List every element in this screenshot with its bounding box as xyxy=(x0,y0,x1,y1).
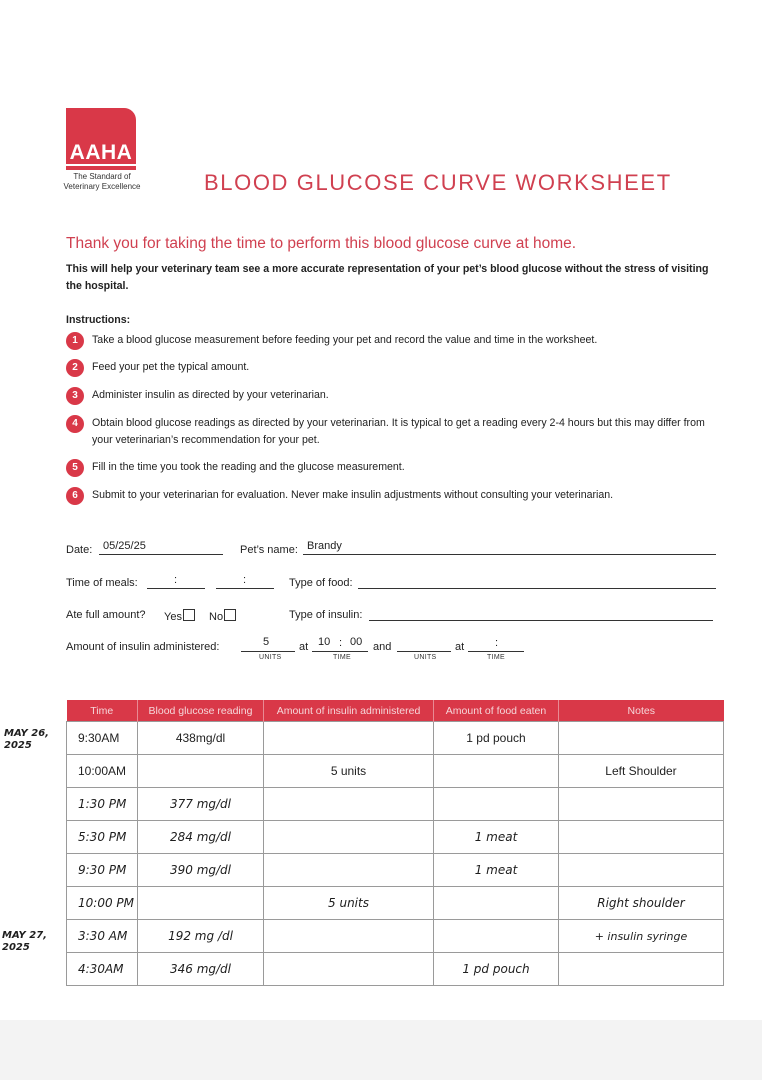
step-text: Administer insulin as directed by your veterinarian. xyxy=(92,389,329,401)
glucose-log-table xyxy=(66,700,724,986)
time-cell[interactable]: 4:30AM xyxy=(67,953,138,986)
insulin-time-2-field[interactable] xyxy=(468,637,524,652)
meal-time-2-field[interactable] xyxy=(216,574,274,589)
intro-text: This will help your veterinary team see a more accurate representation of your pet’s blood glucose without the stress of visiting the hospital. xyxy=(66,263,709,292)
no-checkbox-group[interactable] xyxy=(209,609,236,623)
column-header-food: Amount of food eaten xyxy=(434,700,559,722)
units-caption: UNITS xyxy=(414,654,437,661)
step-number-badge: 6 xyxy=(66,487,84,505)
step-text: Feed your pet the typical amount. xyxy=(92,361,250,373)
food-cell[interactable] xyxy=(434,920,559,953)
time-caption: TIME xyxy=(333,654,351,661)
step-text: Fill in the time you took the reading and the glucose measurement. xyxy=(92,461,405,473)
notes-cell[interactable] xyxy=(559,722,724,755)
insulin-cell[interactable]: 5 units xyxy=(264,887,434,920)
insulin-time-1-field[interactable] xyxy=(312,637,368,652)
insulin-cell[interactable] xyxy=(264,821,434,854)
insulin-time-1-minute: 00 xyxy=(350,636,363,648)
insulin-cell[interactable] xyxy=(264,854,434,887)
notes-cell[interactable]: Left Shoulder xyxy=(559,755,724,788)
scan-background xyxy=(0,1020,762,1080)
at-label: at xyxy=(455,641,465,653)
column-header-glucose: Blood glucose reading xyxy=(138,700,264,722)
glucose-cell[interactable] xyxy=(138,755,264,788)
table-header-row xyxy=(67,700,724,722)
glucose-cell[interactable]: 284 mg/dl xyxy=(138,821,264,854)
table-row xyxy=(67,854,724,887)
notes-cell[interactable]: Right shoulder xyxy=(559,887,724,920)
table-row xyxy=(67,821,724,854)
glucose-cell[interactable]: 377 mg/dl xyxy=(138,788,264,821)
column-header-notes: Notes xyxy=(559,700,724,722)
time-caption: TIME xyxy=(487,654,505,661)
ate-full-label: Ate full amount? xyxy=(66,609,146,621)
column-header-insulin: Amount of insulin administered xyxy=(264,700,434,722)
glucose-cell[interactable]: 192 mg /dl xyxy=(138,920,264,953)
time-cell[interactable]: 10:00AM xyxy=(67,755,138,788)
food-cell[interactable]: 1 meat xyxy=(434,854,559,887)
pet-name-field[interactable] xyxy=(303,540,716,555)
insulin-time-1-separator: : xyxy=(339,637,343,649)
insulin-time-1-hour: 10 xyxy=(318,636,331,648)
instructions-heading: Instructions: xyxy=(66,314,131,326)
time-cell[interactable]: 3:30 AM xyxy=(67,920,138,953)
step-number-badge: 3 xyxy=(66,387,84,405)
pet-name-value: Brandy xyxy=(307,540,342,552)
food-cell[interactable]: 1 pd pouch xyxy=(434,722,559,755)
and-label: and xyxy=(373,641,392,653)
insulin-type-label: Type of insulin: xyxy=(289,609,363,621)
table-row xyxy=(67,920,724,953)
yes-checkbox-group[interactable] xyxy=(164,609,195,623)
insulin-units-1-value: 5 xyxy=(263,636,270,648)
yes-label: Yes xyxy=(164,611,182,623)
time-cell[interactable]: 5:30 PM xyxy=(67,821,138,854)
margin-date-day1: MAY 26, 2025 xyxy=(4,728,49,751)
insulin-cell[interactable] xyxy=(264,722,434,755)
time-cell[interactable]: 1:30 PM xyxy=(67,788,138,821)
meal-time-1-separator: : xyxy=(174,574,178,586)
logo-subtitle: The Standard of Veterinary Excellence xyxy=(63,172,141,191)
date-field[interactable] xyxy=(99,540,223,555)
at-label: at xyxy=(299,641,309,653)
logo-divider xyxy=(66,164,136,166)
insulin-units-1-field[interactable] xyxy=(241,637,295,652)
step-number-badge: 2 xyxy=(66,359,84,377)
insulin-time-2-separator: : xyxy=(495,637,499,649)
notes-cell[interactable] xyxy=(559,953,724,986)
step-number-badge: 5 xyxy=(66,459,84,477)
column-header-time: Time xyxy=(67,700,138,722)
yes-checkbox[interactable] xyxy=(183,609,195,621)
food-type-field[interactable] xyxy=(358,574,716,589)
food-cell[interactable] xyxy=(434,788,559,821)
table-row xyxy=(67,887,724,920)
step-number-badge: 1 xyxy=(66,332,84,350)
margin-date-day2: MAY 27, 2025 xyxy=(2,930,47,953)
date-label: Date: xyxy=(66,544,93,556)
glucose-cell[interactable]: 438mg/dl xyxy=(138,722,264,755)
insulin-cell[interactable] xyxy=(264,953,434,986)
no-label: No xyxy=(209,611,224,623)
food-cell[interactable] xyxy=(434,755,559,788)
notes-cell[interactable] xyxy=(559,854,724,887)
notes-cell[interactable] xyxy=(559,821,724,854)
glucose-cell[interactable]: 346 mg/dl xyxy=(138,953,264,986)
step-text: Take a blood glucose measurement before feeding your pet and record the value and time in the worksheet. xyxy=(92,334,598,346)
logo-text: AAHA xyxy=(69,141,133,164)
step-text: Submit to your veterinarian for evaluation. Never make insulin adjustments without consulting your veterinarian. xyxy=(92,489,614,501)
food-cell[interactable]: 1 meat xyxy=(434,821,559,854)
date-value: 05/25/25 xyxy=(103,540,146,552)
pet-name-label: Pet’s name: xyxy=(240,544,298,556)
no-checkbox[interactable] xyxy=(224,609,236,621)
insulin-admin-label: Amount of insulin administered: xyxy=(66,641,220,653)
units-caption: UNITS xyxy=(259,654,282,661)
food-type-label: Type of food: xyxy=(289,577,353,589)
table-row xyxy=(67,755,724,788)
insulin-cell[interactable] xyxy=(264,920,434,953)
meal-time-1-field[interactable] xyxy=(147,574,205,589)
insulin-units-2-field[interactable] xyxy=(397,637,451,652)
insulin-type-field[interactable] xyxy=(369,606,713,621)
page-title: BLOOD GLUCOSE CURVE WORKSHEET xyxy=(204,170,672,195)
meals-label: Time of meals: xyxy=(66,577,138,589)
insulin-cell[interactable]: 5 units xyxy=(264,755,434,788)
glucose-cell[interactable] xyxy=(138,887,264,920)
thank-you-text: Thank you for taking the time to perform this blood glucose curve at home. xyxy=(66,235,577,252)
glucose-cell[interactable]: 390 mg/dl xyxy=(138,854,264,887)
time-cell[interactable]: 9:30AM xyxy=(67,722,138,755)
notes-cell[interactable]: + insulin syringe xyxy=(559,920,724,953)
notes-cell[interactable] xyxy=(559,788,724,821)
step-number-badge: 4 xyxy=(66,415,84,433)
meal-time-2-separator: : xyxy=(243,574,247,586)
table-row xyxy=(67,953,724,986)
insulin-cell[interactable] xyxy=(264,788,434,821)
time-cell[interactable]: 10:00 PM xyxy=(67,887,138,920)
food-cell[interactable] xyxy=(434,887,559,920)
food-cell[interactable]: 1 pd pouch xyxy=(434,953,559,986)
table-row xyxy=(67,722,724,755)
step-text: Obtain blood glucose readings as directed by your veterinarian. It is typical to get a reading every 2-4 hours but this may differ from your veterinarian’s recommendation for your pet. xyxy=(92,417,705,446)
time-cell[interactable]: 9:30 PM xyxy=(67,854,138,887)
table-row xyxy=(67,788,724,821)
